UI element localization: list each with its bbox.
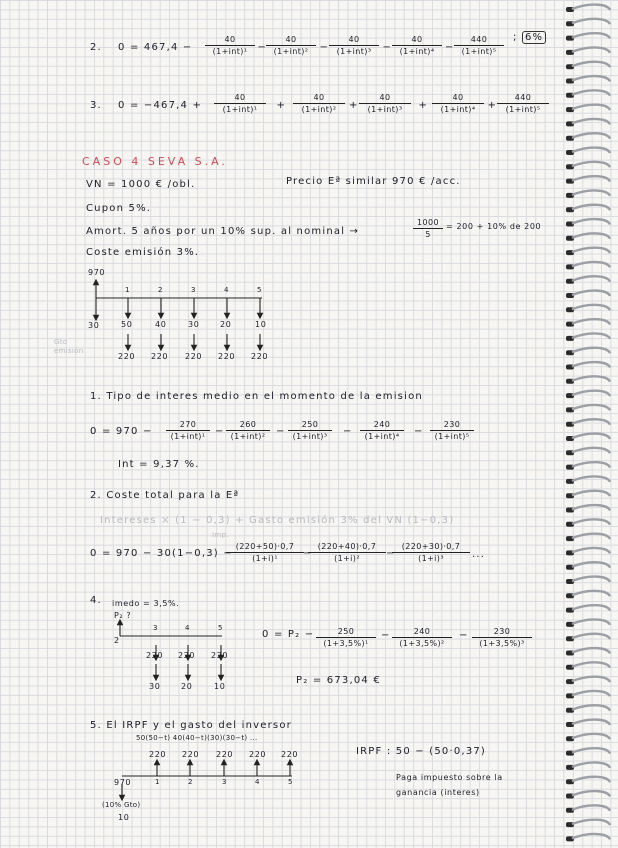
timeline1-coupons-0: 50 bbox=[121, 320, 133, 329]
amort-fraction-num: 1000 bbox=[413, 217, 443, 229]
eq3-denominator-0: (1+int)¹ bbox=[222, 105, 258, 114]
q4-periods-0: 3 bbox=[153, 624, 158, 632]
q1-numerator-3: 240 bbox=[360, 419, 404, 431]
q4-periods-2: 5 bbox=[218, 624, 223, 632]
tl1-first-down: 30 bbox=[88, 321, 100, 330]
q2-lhs: 0 = 970 − 30(1−0,3) − bbox=[90, 548, 233, 559]
q5-amort-3: 220 bbox=[249, 750, 267, 759]
timeline1-periods-1: 2 bbox=[158, 286, 163, 294]
q1-title: 1. Tipo de interes medio en el momento de la emision bbox=[90, 391, 423, 402]
q1-denominator-2: (1+int)³ bbox=[292, 432, 328, 441]
q4-imedio: imedo = 3,5%. bbox=[112, 599, 180, 608]
q2-numerator-2: (220+30)·0,7 bbox=[392, 541, 470, 553]
eq2-lhs: 0 = 467,4 − bbox=[118, 42, 193, 53]
eq2-numerator-1: 40 bbox=[266, 34, 316, 46]
q5-note-line2: ganancia (interes) bbox=[396, 788, 480, 797]
eq2-operator-3: − bbox=[445, 42, 455, 53]
q5-amort-4: 220 bbox=[281, 750, 299, 759]
q2-denominator-1: (1+i)² bbox=[334, 554, 360, 563]
q1-denominator-3: (1+int)⁴ bbox=[364, 432, 400, 441]
spiral-binding bbox=[560, 0, 618, 848]
eq3-numerator-3: 40 bbox=[432, 92, 484, 104]
case-title: CASO 4 SEVA S.A. bbox=[82, 155, 228, 168]
q2-title: 2. Coste total para la Eª bbox=[90, 490, 240, 501]
q5-gasto: (10% Gto) bbox=[102, 801, 141, 809]
eq2-denominator-3: (1+int)⁴ bbox=[399, 47, 435, 56]
timeline1-amort-4: 220 bbox=[251, 352, 269, 361]
q1-numerator-4: 230 bbox=[430, 419, 474, 431]
q5-top-row: 50(50−t) 40(40−t)(30)(30−t) ... bbox=[136, 734, 258, 742]
case-issue-cost: Coste emisión 3%. bbox=[86, 247, 200, 258]
q5-amort-0: 220 bbox=[149, 750, 167, 759]
q2-operator-1: − bbox=[386, 548, 396, 559]
q1-operator-1: − bbox=[276, 426, 286, 437]
q1-operator-2: − bbox=[343, 426, 353, 437]
q4-start: 2 bbox=[114, 636, 120, 645]
eq2-numerator-0: 40 bbox=[205, 34, 255, 46]
q5-start: 970 bbox=[114, 778, 132, 787]
q5-periods-1: 2 bbox=[188, 778, 193, 786]
eq3-number: 3. bbox=[90, 100, 102, 111]
timeline1-coupons-3: 20 bbox=[220, 320, 232, 329]
q2-operator-0: − bbox=[303, 548, 313, 559]
timeline1-coupons-1: 40 bbox=[155, 320, 167, 329]
q4-numerator-1: 240 bbox=[392, 626, 452, 638]
q5-gasto-value: 10 bbox=[118, 813, 130, 822]
q1-operator-0: − bbox=[215, 426, 225, 437]
q4-p2-question: P₂ ? bbox=[114, 611, 132, 620]
q2-numerator-0: (220+50)·0,7 bbox=[226, 541, 304, 553]
amort-result: = 200 + 10% de 200 bbox=[446, 222, 542, 231]
q2-denominator-2: (1+i)³ bbox=[418, 554, 444, 563]
eq2-denominator-1: (1+int)² bbox=[273, 47, 309, 56]
q5-amort-2: 220 bbox=[216, 750, 234, 759]
timeline1-amort-3: 220 bbox=[218, 352, 236, 361]
eq3-denominator-4: (1+int)⁵ bbox=[505, 105, 541, 114]
case-amortization: Amort. 5 años por un 10% sup. al nominal → bbox=[86, 226, 360, 237]
eq3-denominator-3: (1+int)⁴ bbox=[440, 105, 476, 114]
q4-amort-1: 220 bbox=[178, 651, 196, 660]
q4-amort-2: 220 bbox=[211, 651, 229, 660]
eq2-operator-1: − bbox=[319, 42, 330, 53]
q4-number: 4. bbox=[90, 595, 102, 606]
eq3-operator-0: + bbox=[276, 100, 287, 111]
eq3-numerator-0: 40 bbox=[214, 92, 266, 104]
q4-coupons-1: 20 bbox=[181, 682, 193, 691]
timeline1-periods-0: 1 bbox=[125, 286, 130, 294]
eq3-operator-2: + bbox=[418, 100, 429, 111]
eq2-number: 2. bbox=[90, 42, 102, 53]
q2-tail: ... bbox=[472, 549, 486, 560]
q4-coupons-2: 10 bbox=[214, 682, 226, 691]
q4-lhs: 0 = P₂ − bbox=[262, 629, 315, 640]
q1-denominator-0: (1+int)¹ bbox=[170, 432, 206, 441]
q2-numerator-1: (220+40)·0,7 bbox=[308, 541, 386, 553]
case-price: Precio Eª similar 970 € /acc. bbox=[286, 176, 461, 187]
eq2-operator-2: − bbox=[382, 42, 393, 53]
eq2-numerator-3: 40 bbox=[392, 34, 442, 46]
q4-result: P₂ = 673,04 € bbox=[296, 675, 381, 686]
eq3-operator-3: + bbox=[487, 100, 498, 111]
eq2-tail: ; bbox=[513, 32, 518, 43]
q4-denominator-2: (1+3,5%)³ bbox=[479, 639, 525, 648]
q4-operator-1: − bbox=[459, 630, 469, 641]
q4-operator-0: − bbox=[381, 630, 391, 641]
eq3-operator-1: + bbox=[349, 100, 359, 111]
q1-result: Int = 9,37 %. bbox=[118, 459, 200, 470]
amort-fraction-den: 5 bbox=[425, 230, 431, 239]
q1-numerator-0: 270 bbox=[166, 419, 210, 431]
q2-faint-note: Intereses × (1 − 0,3) + Gasto emisión 3% del VN (1−0,3) bbox=[100, 515, 455, 526]
q5-periods-3: 4 bbox=[255, 778, 260, 786]
q5-amort-1: 220 bbox=[182, 750, 200, 759]
timeline1-periods-4: 5 bbox=[257, 286, 262, 294]
q1-denominator-1: (1+int)² bbox=[230, 432, 266, 441]
eq2-denominator-0: (1+int)¹ bbox=[212, 47, 248, 56]
q4-numerator-2: 230 bbox=[472, 626, 532, 638]
eq2-operator-0: − bbox=[257, 42, 268, 53]
q1-lhs: 0 = 970 − bbox=[90, 426, 153, 437]
timeline1-periods-2: 3 bbox=[191, 286, 196, 294]
q4-denominator-0: (1+3,5%)¹ bbox=[323, 639, 369, 648]
timeline1-amort-0: 220 bbox=[118, 352, 136, 361]
timeline1-periods-3: 4 bbox=[224, 286, 229, 294]
q4-coupons-0: 30 bbox=[149, 682, 161, 691]
q4-amort-0: 220 bbox=[146, 651, 164, 660]
tl1-note: Gto emisión bbox=[54, 338, 84, 355]
eq3-denominator-2: (1+int)³ bbox=[367, 105, 403, 114]
eq3-numerator-1: 40 bbox=[293, 92, 345, 104]
eq3-numerator-4: 440 bbox=[497, 92, 549, 104]
q5-irpf: IRPF : 50 − (50·0,37) bbox=[356, 746, 487, 757]
q5-periods-2: 3 bbox=[222, 778, 227, 786]
q5-periods-0: 1 bbox=[155, 778, 160, 786]
eq2-numerator-2: 40 bbox=[329, 34, 379, 46]
q5-note-line1: Paga impuesto sobre la bbox=[396, 773, 503, 782]
q1-operator-3: − bbox=[414, 426, 424, 437]
timeline1-amort-1: 220 bbox=[151, 352, 169, 361]
eq3-denominator-1: (1+int)² bbox=[301, 105, 337, 114]
q4-periods-1: 4 bbox=[185, 624, 190, 632]
case-vn: VN = 1000 € /obl. bbox=[86, 179, 196, 190]
q1-numerator-1: 260 bbox=[226, 419, 270, 431]
eq2-denominator-2: (1+int)³ bbox=[336, 47, 372, 56]
eq3-numerator-2: 40 bbox=[359, 92, 411, 104]
q4-numerator-0: 250 bbox=[316, 626, 376, 638]
timeline1-amort-2: 220 bbox=[185, 352, 203, 361]
tl1-start: 970 bbox=[88, 268, 106, 277]
eq2-result-box: 6% bbox=[522, 31, 546, 44]
eq2-numerator-4: 440 bbox=[454, 34, 504, 46]
q5-periods-4: 5 bbox=[288, 778, 293, 786]
q2-imp: Imp. bbox=[212, 531, 229, 539]
q5-title: 5. El IRPF y el gasto del inversor bbox=[90, 720, 292, 731]
eq2-denominator-4: (1+int)⁵ bbox=[461, 47, 497, 56]
case-coupon: Cupon 5%. bbox=[86, 203, 152, 214]
q4-denominator-1: (1+3,5%)² bbox=[399, 639, 445, 648]
timeline1-coupons-2: 30 bbox=[188, 320, 200, 329]
timeline1-coupons-4: 10 bbox=[255, 320, 267, 329]
eq3-lhs: 0 = −467,4 + bbox=[118, 100, 203, 111]
q2-denominator-0: (1+i)¹ bbox=[252, 554, 278, 563]
q1-denominator-4: (1+int)⁵ bbox=[434, 432, 470, 441]
q1-numerator-2: 250 bbox=[288, 419, 332, 431]
